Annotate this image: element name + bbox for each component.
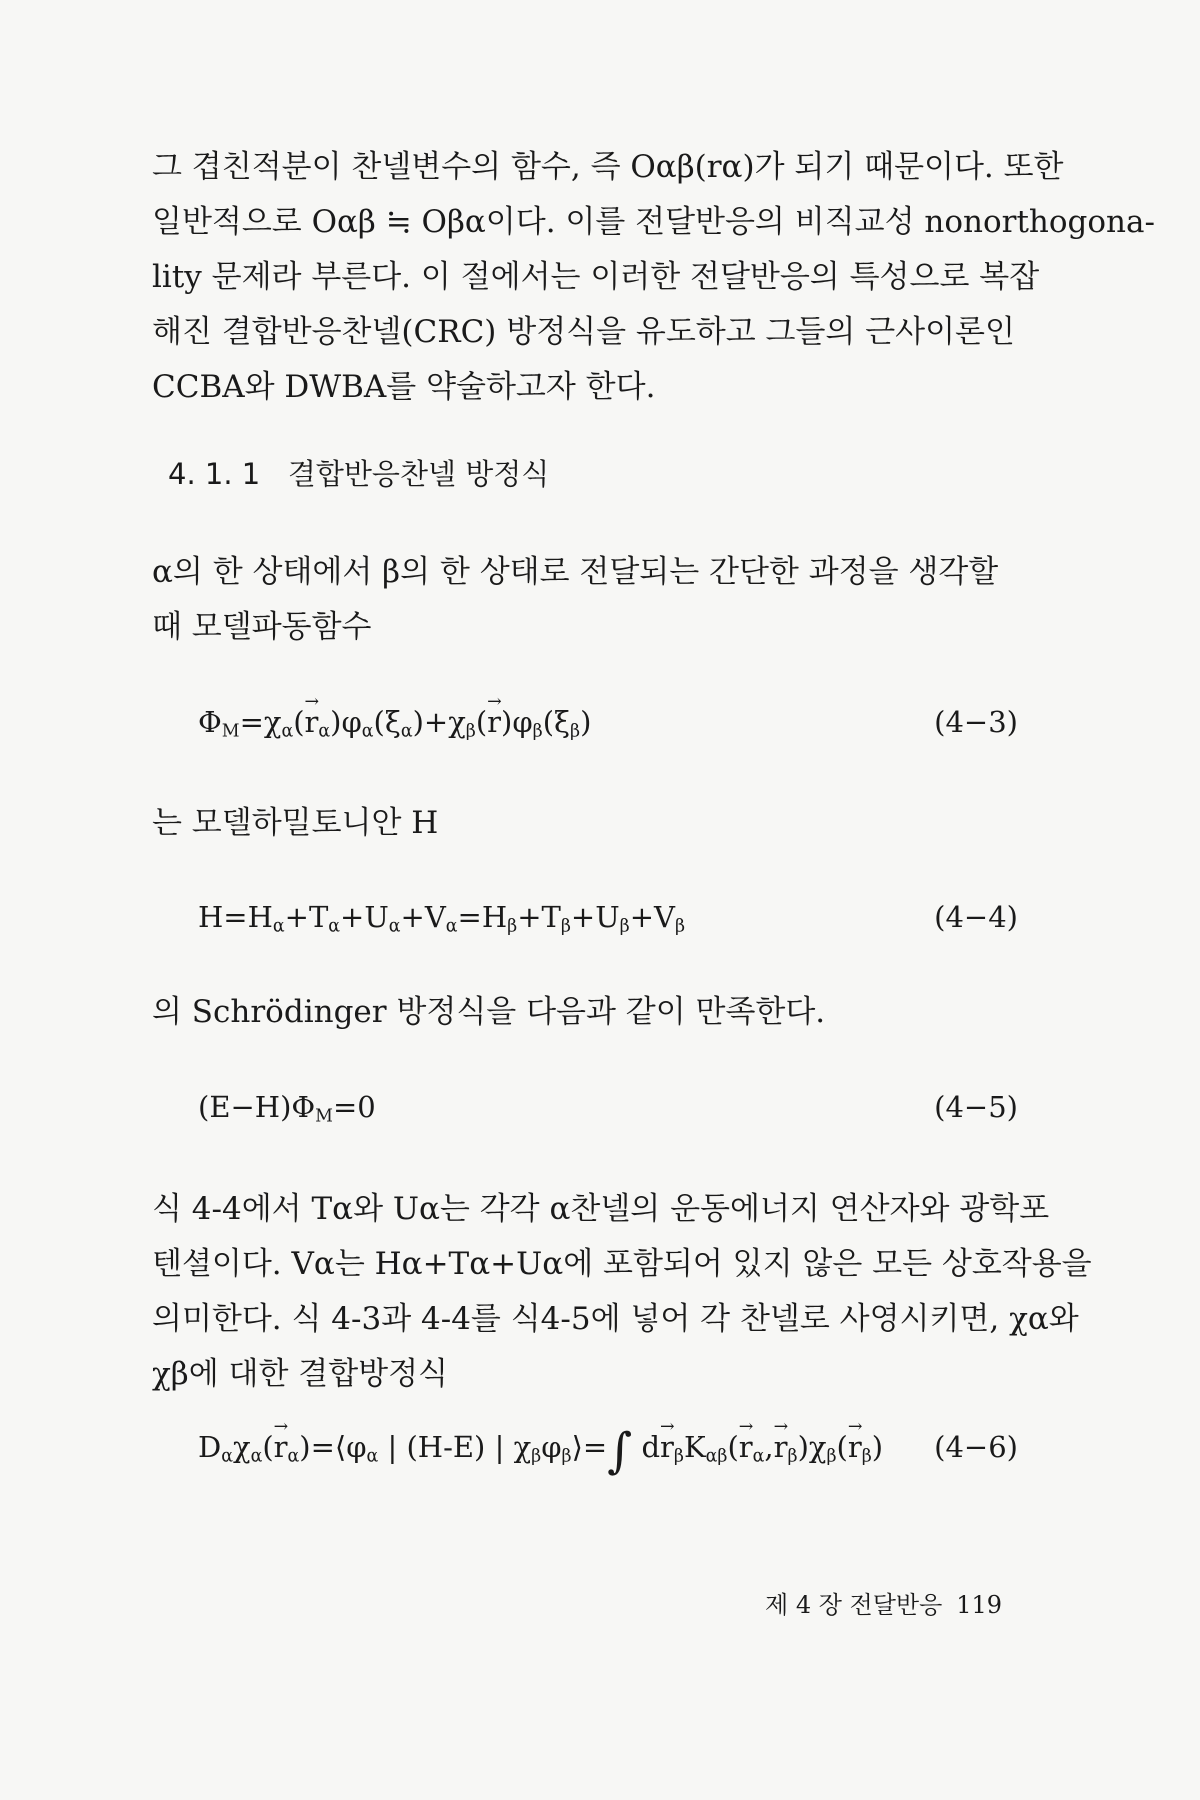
p3-text: 는 모델하밀토니안 H xyxy=(152,805,439,841)
p2-line-1: α의 한 상태에서 β의 한 상태로 전달되는 간단한 과정을 생각할 xyxy=(152,554,999,590)
p5-line-3: 의미한다. 식 4-3과 4-4를 식4-5에 넣어 각 찬넬로 사영시키면, χα와 xyxy=(152,1301,1079,1337)
equation-4-5-body: $(E-H)\Phi_M=0$ xyxy=(198,1090,376,1127)
equation-number: (4−6) xyxy=(934,1430,1018,1464)
page-number: 119 xyxy=(956,1591,1003,1619)
p5-line-1: 식 4-4에서 Tα와 Uα는 각각 α찬넬의 운동에너지 연산자와 광학포 xyxy=(152,1191,1050,1227)
page-footer xyxy=(765,1585,1002,1620)
equation-4-3 xyxy=(198,705,1018,741)
equation-number: (4−4) xyxy=(934,900,1018,934)
chapter-title: 제 4 장 전달반응 xyxy=(765,1591,943,1619)
equation-number: (4−5) xyxy=(934,1090,1018,1124)
intro-line-3: lity 문제라 부른다. 이 절에서는 이러한 전달반응의 특성으로 복잡 xyxy=(152,259,1040,295)
intro-line-2: 일반적으로 Oαβ ≒ Oβα이다. 이를 전달반응의 비직교성 nonorthogona- xyxy=(152,204,1155,240)
equation-4-6 xyxy=(198,1423,1018,1479)
equation-number: (4−3) xyxy=(934,705,1018,739)
section-number: 4. 1. 1 xyxy=(168,457,261,491)
paragraph-3 xyxy=(152,796,1042,851)
equation-4-5 xyxy=(198,1090,1018,1126)
intro-line-1: 그 겹친적분이 찬넬변수의 함수, 즉 Oαβ(rα)가 되기 때문이다. 또한 xyxy=(152,149,1064,185)
paragraph-5 xyxy=(152,1182,1092,1402)
paragraph-4 xyxy=(152,985,1042,1040)
p5-line-2: 텐셜이다. Vα는 Hα+Tα+Uα에 포함되어 있지 않은 모든 상호작용을 xyxy=(152,1246,1092,1282)
p4-text: 의 Schrödinger 방정식을 다음과 같이 만족한다. xyxy=(152,994,826,1030)
intro-line-4: 해진 결합반응찬넬(CRC) 방정식을 유도하고 그들의 근사이론인 xyxy=(152,314,1015,350)
p2-line-2: 때 모델파동함수 xyxy=(152,609,372,645)
intro-paragraph xyxy=(152,140,1155,415)
section-title: 결합반응찬넬 방정식 xyxy=(287,457,550,491)
equation-4-4-body: $H=H_\alpha+T_\alpha+U_\alpha+V_\alpha=H_\beta+T_\beta+U_\beta+V_\beta$ xyxy=(198,900,686,937)
section-heading xyxy=(168,452,549,493)
paragraph-2 xyxy=(152,545,1042,655)
equation-4-4 xyxy=(198,900,1018,936)
intro-line-5: CCBA와 DWBA를 약술하고자 한다. xyxy=(152,369,656,405)
p5-line-4: χβ에 대한 결합방정식 xyxy=(152,1356,448,1392)
equation-4-3-body: $\Phi_M=\chi_\alpha(\to r_\alpha)\varphi_\alpha(\xi_\alpha)+\chi_\beta(\to r)\varphi_\beta(\xi_\beta)$ xyxy=(198,705,591,739)
equation-4-6-body: $D_\alpha\chi_\alpha(\to$ $r_\alpha)=⟨\varphi_\alpha$ | (H-E) | $\chi_\beta\varphi_\beta⟩=\int$ $d\to r_\beta K_{\alpha\beta}(\to r_\alpha,\to r_\beta)\chi_\beta(\to r_\beta)$ xyxy=(198,1430,883,1464)
